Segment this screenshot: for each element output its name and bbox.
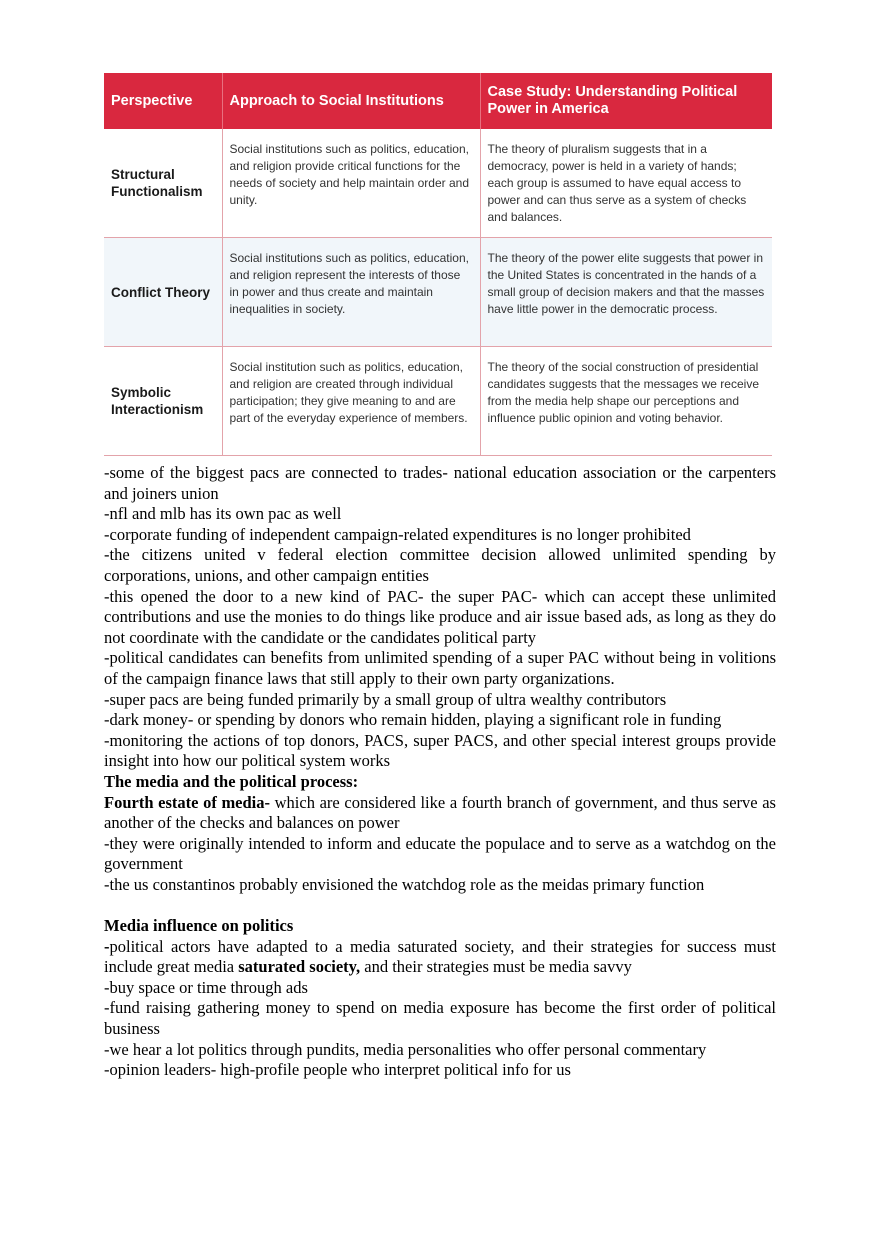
- table-row: [104, 238, 772, 347]
- approach-cell: Social institution such as politics, education, and religion are created through individual participation; they give meaning to and are part of the everyday experience of members.: [222, 347, 480, 456]
- note-item: -dark money- or spending by donors who remain hidden, playing a significant role in funding: [104, 710, 722, 730]
- influence-dash: -: [104, 936, 110, 956]
- perspective-cell: Symbolic Interactionism: [104, 347, 222, 456]
- note-item: -political candidates can benefits from unlimited spending of a super PAC without being in volitions of the campaign finance laws that still apply to their own party organizations.: [104, 648, 776, 688]
- perspectives-table: [104, 73, 772, 456]
- note-item: -monitoring the actions of top donors, PACS, super PACS, and other special interest groups provide insight into how our political system works: [104, 730, 776, 771]
- case-study-cell: The theory of the social construction of presidential candidates suggests that the messages we receive from the media help shape our perceptions and influence public opinion and voting behavior.: [480, 347, 772, 456]
- note-item: -nfl and mlb has its own pac as well: [104, 504, 342, 524]
- table-row: [104, 129, 772, 238]
- note-item: -they were originally intended to inform and educate the populace and to serve as a watchdog on the government: [104, 833, 776, 874]
- case-study-cell: The theory of pluralism suggests that in a democracy, power is held in a variety of hands; each group is assumed to have equal access to power and can thus serve as a system of checks and balances.: [480, 129, 772, 238]
- fourth-estate-paragraph: [104, 793, 776, 834]
- table-row: [104, 347, 772, 456]
- note-item: -this opened the door to a new kind of PAC- the super PAC- which can accept these unlimited contributions and use the monies to do things like produce and air issue based ads, as long as they do not coordinate with the candidate or the candidates political party: [104, 586, 776, 647]
- case-study-cell: The theory of the power elite suggests that power in the United States is concentrated in the hands of a small group of decision makers and that the masses have little power in the democratic process.: [480, 238, 772, 347]
- influence-section-heading: Media influence on politics: [104, 916, 294, 936]
- approach-cell: Social institutions such as politics, education, and religion represent the interests of those in power and thus create and maintain inequalities in society.: [222, 238, 480, 347]
- influence-bold-term: saturated society,: [238, 957, 361, 977]
- page-content: [104, 73, 776, 1081]
- media-section-heading: The media and the political process:: [104, 771, 359, 791]
- table-header-row: [104, 73, 772, 129]
- paragraph-gap: [104, 895, 776, 916]
- header-approach: Approach to Social Institutions: [222, 73, 480, 129]
- note-item: -the us constantinos probably envisioned the watchdog role as the meidas primary function: [104, 874, 705, 894]
- influence-text-before: political actors have adapted to a media saturated society, and their strategies for success must include great media: [104, 936, 776, 977]
- note-item: -opinion leaders- high-profile people who interpret political info for us: [104, 1060, 571, 1080]
- header-case-study: Case Study: Understanding Political Power in America: [480, 73, 772, 129]
- notes-body: [104, 463, 776, 1081]
- approach-cell: Social institutions such as politics, education, and religion provide critical functions for the needs of society and help maintain order and unity.: [222, 129, 480, 238]
- note-item: -fund raising gathering money to spend on media exposure has become the first order of political business: [104, 998, 776, 1039]
- note-item: -the citizens united v federal election committee decision allowed unlimited spending by corporations, unions, and other campaign entities: [104, 545, 776, 585]
- fourth-estate-term: Fourth estate of media-: [104, 792, 271, 812]
- fourth-estate-text: which are considered like a fourth branch of government, and thus serve as another of the checks and balances on power: [104, 792, 776, 833]
- header-perspective: Perspective: [104, 73, 222, 129]
- note-item: -buy space or time through ads: [104, 977, 308, 997]
- note-item: -some of the biggest pacs are connected to trades- national education association or the carpenters and joiners union: [104, 463, 776, 503]
- influence-first-paragraph: [104, 937, 776, 978]
- perspective-cell: Structural Functionalism: [104, 129, 222, 238]
- note-item: -super pacs are being funded primarily by a small group of ultra wealthy contributors: [104, 689, 667, 709]
- perspective-cell: Conflict Theory: [104, 238, 222, 347]
- influence-text-after: and their strategies must be media savvy: [360, 957, 632, 977]
- note-item: -we hear a lot politics through pundits, media personalities who offer personal commentary: [104, 1039, 707, 1059]
- note-item: -corporate funding of independent campaign-related expenditures is no longer prohibited: [104, 524, 691, 544]
